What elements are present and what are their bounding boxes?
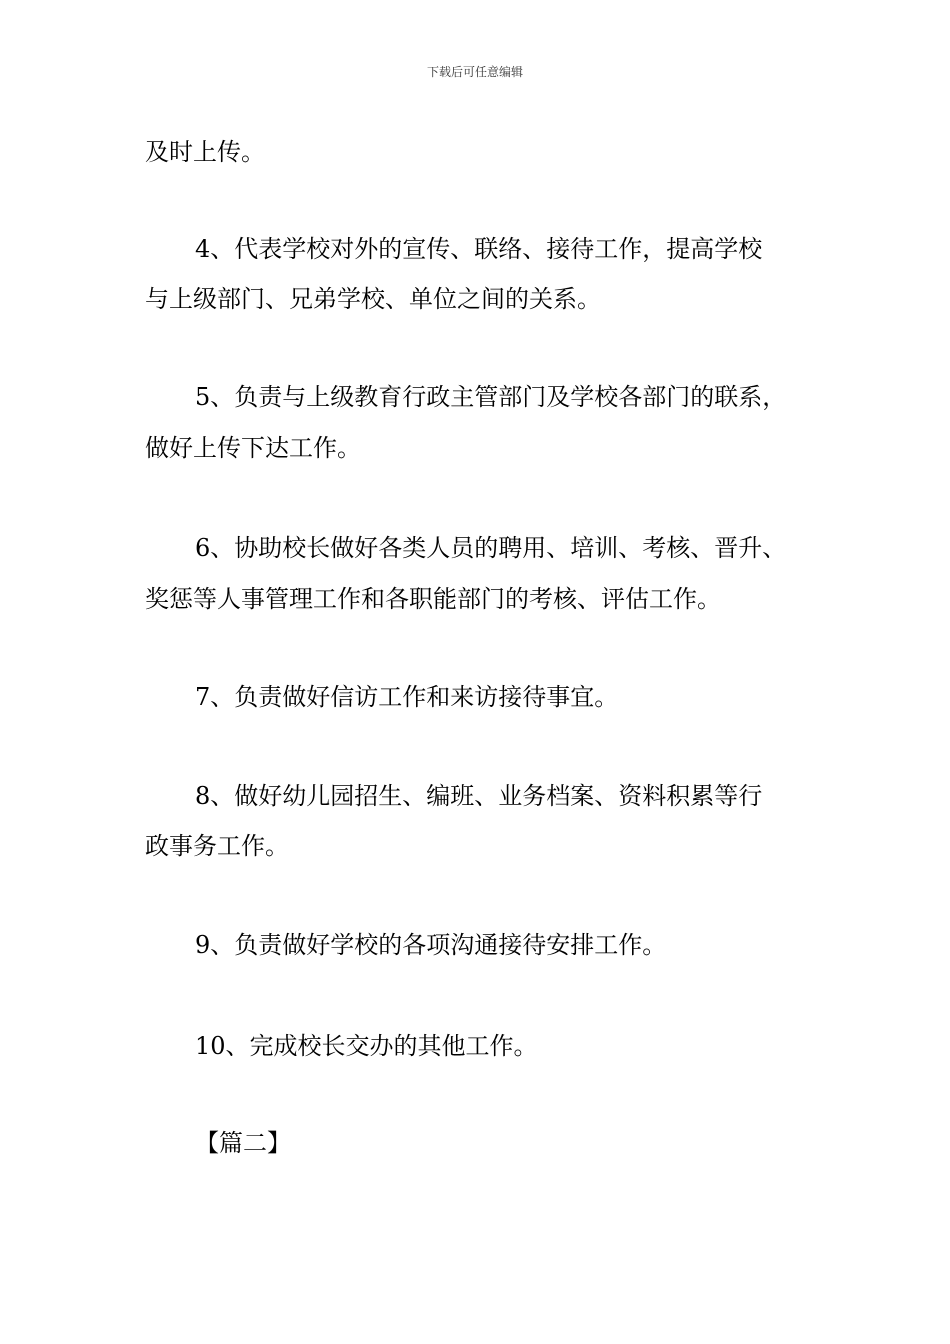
paragraph-line: 政事务工作。 bbox=[145, 832, 289, 860]
paragraph-line: 7、负责做好信访工作和来访接待事宜。 bbox=[195, 683, 619, 711]
page-header: 下载后可任意编辑 bbox=[426, 65, 523, 79]
paragraph-line: 奖惩等人事管理工作和各职能部门的考核、评估工作。 bbox=[145, 585, 721, 613]
paragraph-line: 5、负责与上级教育行政主管部门及学校各部门的联系， bbox=[195, 383, 787, 411]
paragraph-line: 做好上传下达工作。 bbox=[145, 434, 361, 462]
paragraph-line: 9、负责做好学校的各项沟通接待安排工作。 bbox=[195, 931, 667, 959]
paragraph-line: 与上级部门、兄弟学校、单位之间的关系。 bbox=[145, 285, 601, 313]
paragraph-line: 8、做好幼儿园招生、编班、业务档案、资料积累等行 bbox=[195, 782, 763, 810]
paragraph-line: 10、完成校长交办的其他工作。 bbox=[195, 1032, 538, 1060]
section-heading: 【篇二】 bbox=[195, 1129, 291, 1157]
paragraph-line: 4、代表学校对外的宣传、联络、接待工作，提高学校 bbox=[195, 235, 763, 263]
paragraph-line: 6、协助校长做好各类人员的聘用、培训、考核、晋升、 bbox=[195, 534, 787, 562]
paragraph-line: 及时上传。 bbox=[145, 138, 265, 166]
